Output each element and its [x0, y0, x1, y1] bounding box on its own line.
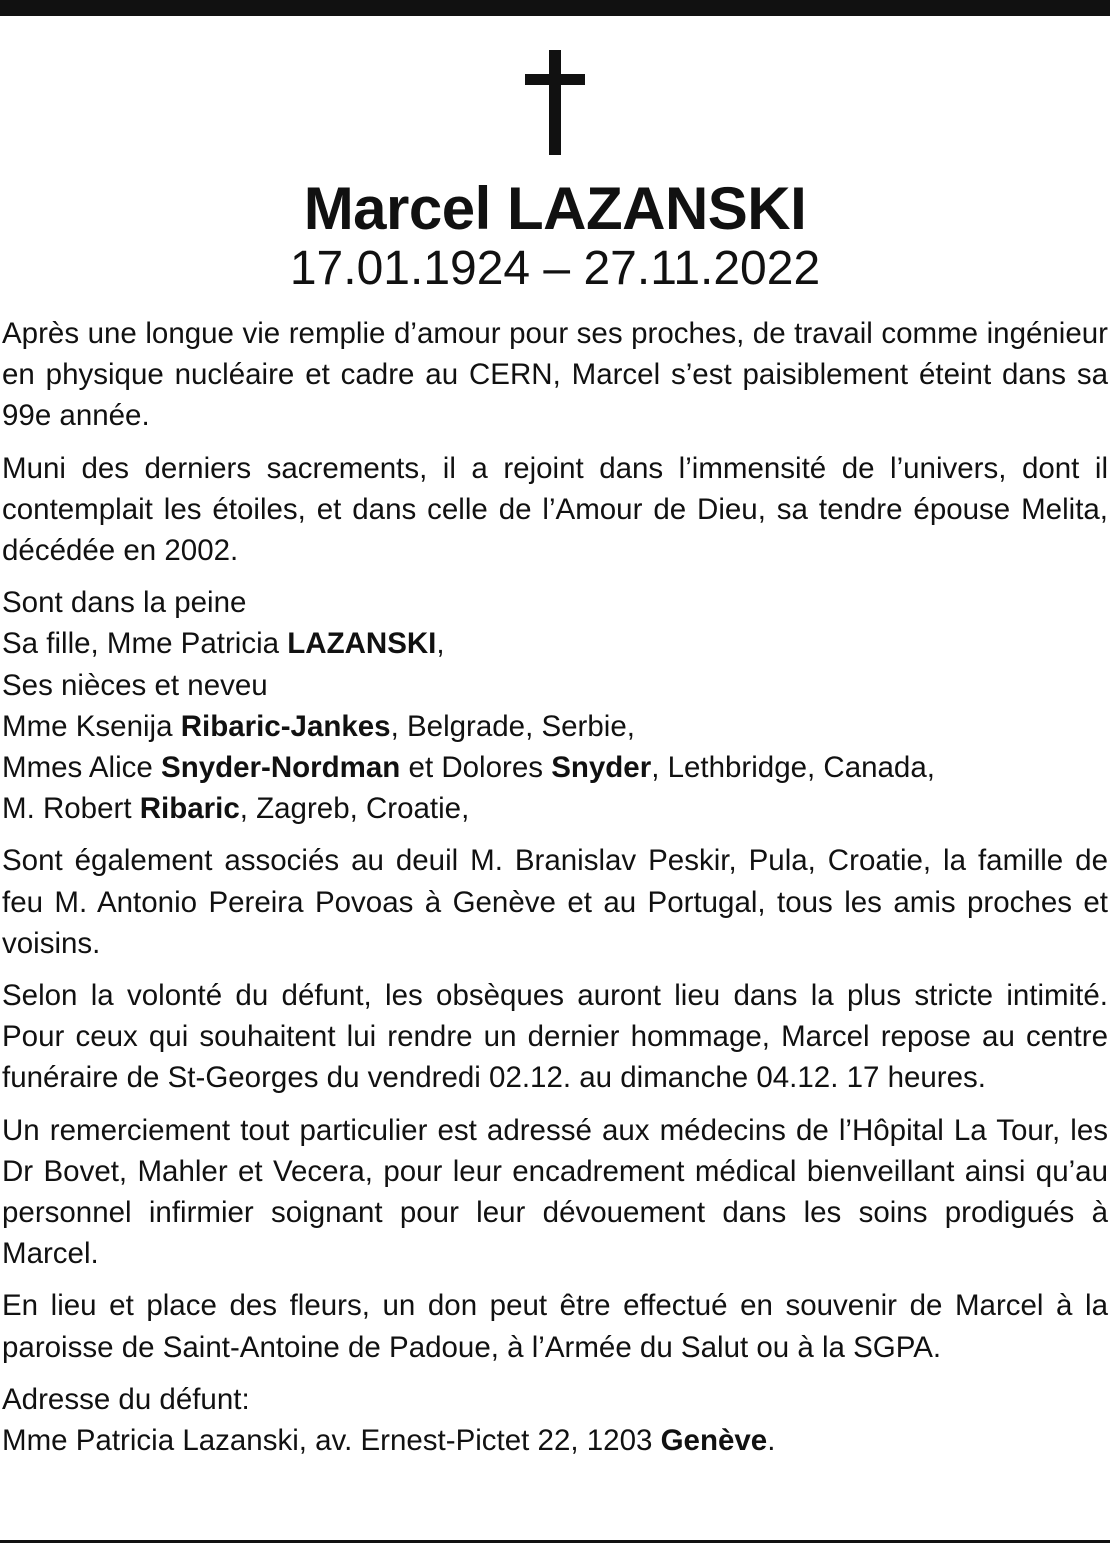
mourner-daughter: Sa fille, Mme Patricia LAZANSKI,	[2, 627, 445, 661]
paragraph-life: Après une longue vie remplie d’amour pour ses proches, de travail comme ingénieur en physique nucléaire et cadre au CERN, Marcel s’est paisiblement éteint dans sa 99e année.	[2, 317, 1108, 433]
mourner-ksenija: Mme Ksenija Ribaric-Jankes, Belgrade, Serbie,	[2, 709, 635, 743]
mourners-intro: Sont dans la peine	[2, 586, 247, 620]
mourner-robert: M. Robert Ribaric, Zagreb, Croatie,	[2, 792, 470, 826]
obituary-header	[0, 50, 1110, 295]
mourner-snyder: Mmes Alice Snyder-Nordman et Dolores Snyder, Lethbridge, Canada,	[2, 751, 935, 785]
cross-icon	[525, 50, 585, 155]
paragraph-donations: En lieu et place des fleurs, un don peut être effectué en souvenir de Marcel à la paroisse de Saint-Antoine de Padoue, à l’Armée du Salut ou à la SGPA.	[2, 1289, 1108, 1364]
mourners-list	[2, 582, 1108, 829]
address-label: Adresse du défunt:	[2, 1382, 250, 1416]
life-dates: 17.01.1924 – 27.11.2022	[289, 242, 821, 295]
paragraph-funeral: Selon la volonté du défunt, les obsèques auront lieu dans la plus stricte intimité. Pour ceux qui souhaitent lui rendre un dernier hommage, Marcel repose au centre funéraire de St-Georges du vendredi 02.12. au dimanche 04.12. 17 heures.	[2, 979, 1108, 1095]
obituary-body	[2, 313, 1108, 1472]
address-line: Mme Patricia Lazanski, av. Ernest-Pictet 22, 1203 Genève.	[2, 1424, 776, 1458]
address-block	[2, 1379, 1108, 1461]
bottom-rule	[0, 1540, 1110, 1543]
top-rule	[0, 0, 1110, 16]
deceased-name: Marcel LAZANSKI	[303, 175, 807, 242]
paragraph-thanks: Un remerciement tout particulier est adressé aux médecins de l’Hôpital La Tour, les Dr Bovet, Mahler et Vecera, pour leur encadrement médical bienveillant ainsi qu’au personnel infirmier soignant pour leur dévouement dans les soins prodigués à Marcel.	[2, 1113, 1108, 1271]
nieces-intro: Ses nièces et neveu	[2, 668, 268, 702]
paragraph-sacraments: Muni des derniers sacrements, il a rejoint dans l’immensité de l’univers, dont il contemplait les étoiles, et dans celle de l’Amour de Dieu, sa tendre épouse Melita, décédée en 2002.	[2, 451, 1108, 568]
paragraph-associated: Sont également associés au deuil M. Branislav Peskir, Pula, Croatie, la famille de feu M. Antonio Pereira Povoas à Genève et au Portugal, tous les amis proches et voisins.	[2, 844, 1108, 960]
